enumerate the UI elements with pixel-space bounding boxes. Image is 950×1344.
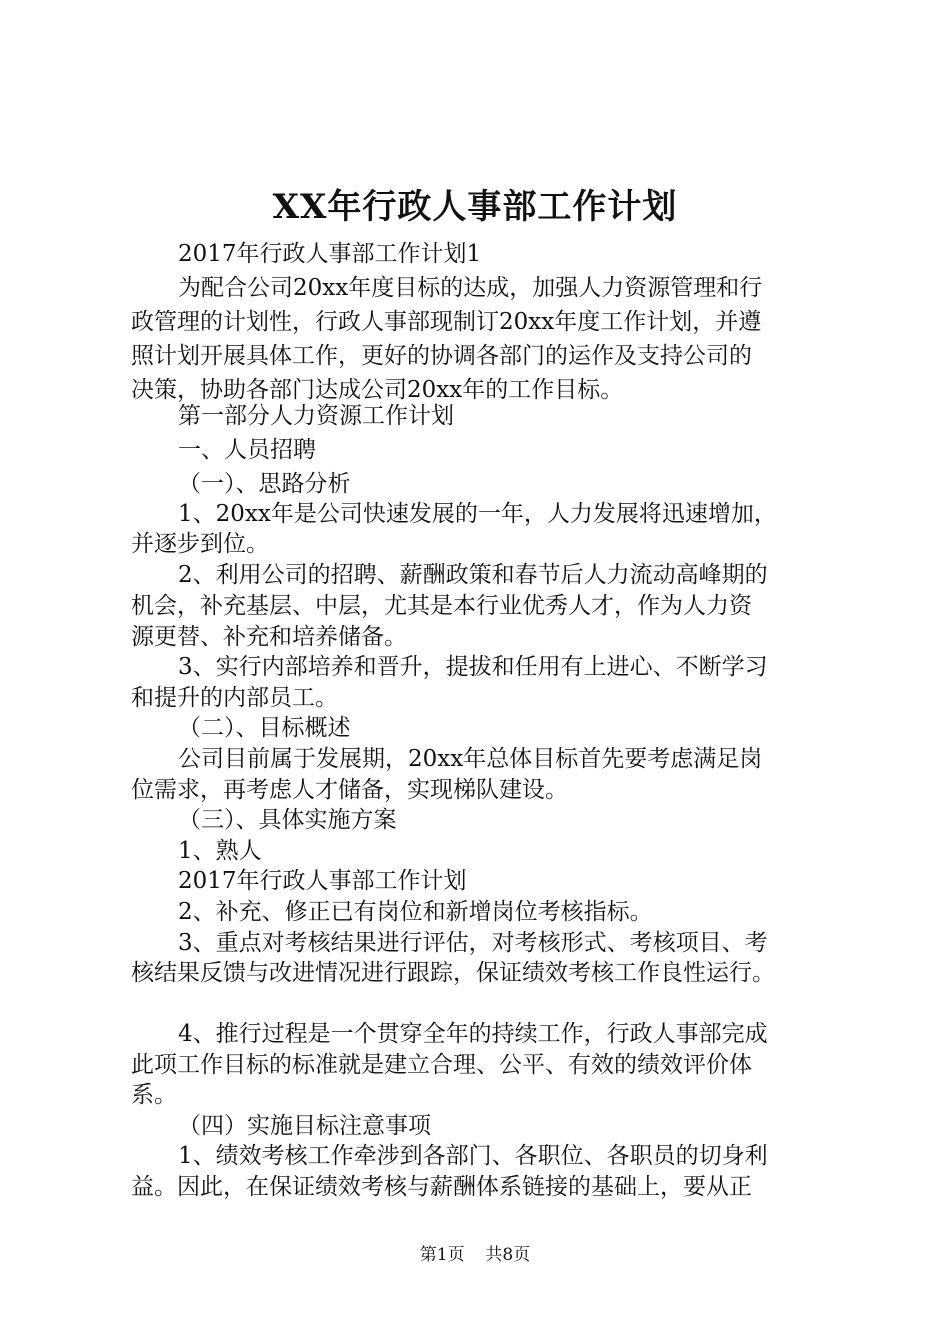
paragraph-line: 3、重点对考核结果进行评估，对考核形式、考核项目、考 xyxy=(178,930,768,956)
paragraph-line: 公司目前属于发展期，20xx年总体目标首先要考虑满足岗 xyxy=(178,746,763,772)
paragraph-line: 1、绩效考核工作牵涉到各部门、各职位、各职员的切身利 xyxy=(178,1143,768,1169)
heading-line: 2017年行政人事部工作计划1 xyxy=(178,241,482,267)
paragraph-line: 2、补充、修正已有岗位和新增岗位考核指标。 xyxy=(178,899,653,925)
paragraph-line: 4、推行过程是一个贯穿全年的持续工作，行政人事部完成 xyxy=(178,1021,768,1047)
paragraph-line: 3、实行内部培养和晋升，提拔和任用有上进心、不断学习 xyxy=(178,654,768,680)
paragraph-line: 决策，协助各部门达成公司20xx年的工作目标。 xyxy=(131,377,624,403)
paragraph-line: 机会，补充基层、中层，尤其是本行业优秀人才，作为人力资 xyxy=(131,593,752,619)
subsection-heading: （四）实施目标注意事项 xyxy=(178,1113,431,1139)
paragraph-line: 1、20xx年是公司快速发展的一年，人力发展将迅速增加， xyxy=(178,501,777,527)
paragraph-line: 1、熟人 xyxy=(178,838,262,864)
section-heading: 第一部分人力资源工作计划 xyxy=(178,403,454,429)
subsection-heading: （一）、思路分析 xyxy=(178,471,351,497)
document-title: XX年行政人事部工作计划 xyxy=(272,187,678,227)
page-footer xyxy=(0,1243,950,1267)
paragraph-line: 和提升的内部员工。 xyxy=(131,685,338,711)
paragraph-line: 照计划开展具体工作，更好的协调各部门的运作及支持公司的 xyxy=(131,343,752,369)
page-number: 第1页 xyxy=(419,1245,465,1265)
paragraph-line: 2、利用公司的招聘、薪酬政策和春节后人力流动高峰期的 xyxy=(178,562,768,588)
subsection-heading: （三）、具体实施方案 xyxy=(178,807,397,833)
paragraph-line: 益。因此，在保证绩效考核与薪酬体系链接的基础上，要从正 xyxy=(131,1174,752,1200)
section-heading: 一、人员招聘 xyxy=(178,437,316,463)
paragraph-line: 源更替、补充和培养储备。 xyxy=(131,624,407,650)
subsection-heading: （二）、目标概述 xyxy=(178,715,351,741)
paragraph-line: 此项工作目标的标准就是建立合理、公平、有效的绩效评价体 xyxy=(131,1052,752,1078)
paragraph-line: 位需求，再考虑人才储备，实现梯队建设。 xyxy=(131,777,568,803)
paragraph-line: 政管理的计划性，行政人事部现制订20xx年度工作计划，并遵 xyxy=(131,309,762,335)
paragraph-line: 并逐步到位。 xyxy=(131,531,269,557)
paragraph-line: 2017年行政人事部工作计划 xyxy=(178,868,467,894)
paragraph-line: 核结果反馈与改进情况进行跟踪，保证绩效考核工作良性运行。 xyxy=(131,960,775,986)
paragraph-line: 系。 xyxy=(131,1082,177,1108)
paragraph-line: 为配合公司20xx年度目标的达成，加强人力资源管理和行 xyxy=(178,275,763,301)
page-total: 共8页 xyxy=(485,1245,531,1265)
